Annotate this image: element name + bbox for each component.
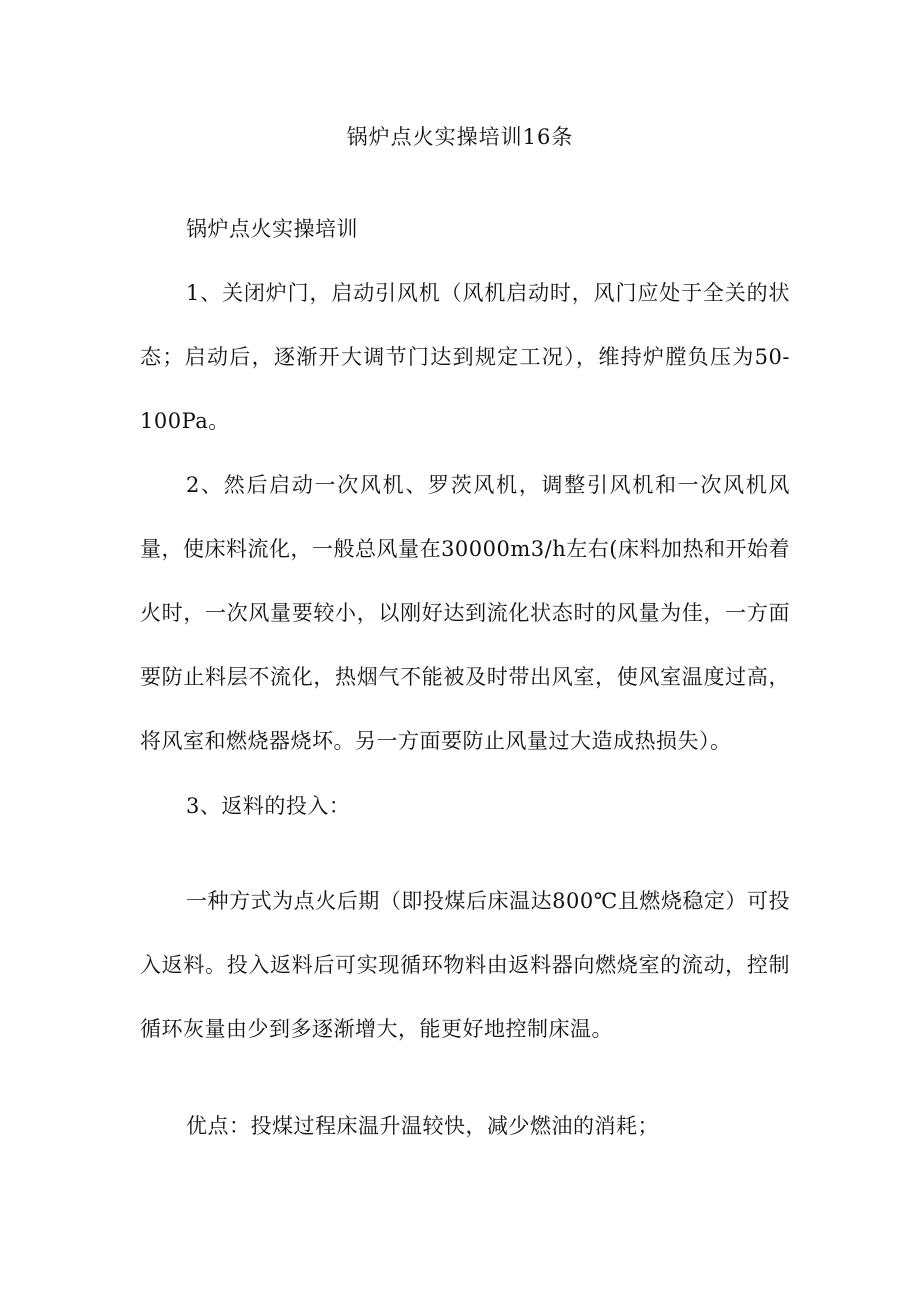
document-title: 锅炉点火实操培训16条 [346,125,574,149]
paragraph-return-material-method: 一种方式为点火后期（即投煤后床温达800℃且燃烧稳定）可投入返料。投入返料后可实现循环物料由返料器向燃烧室的流动，控制循环灰量由少到多逐渐增大，能更好地控制床温。 [140,889,790,1041]
paragraph-subtitle: 锅炉点火实操培训 [186,217,358,241]
paragraph-step-2: 2、然后启动一次风机、罗茨风机，调整引风机和一次风机风量，使床料流化，一般总风量在30000m3/h左右(床料加热和开始着火时，一次风量要较小，以刚好达到流化状态时的风量为佳，一方面要防止料层不流化，热烟气不能被及时带出风室，使风室温度过高，将风室和燃烧器烧坏。另一方面要防止风量过大造成热损失）。 [140,473,790,753]
paragraph-step-3: 3、返料的投入： [186,794,351,818]
paragraph-advantages: 优点：投煤过程床温升温较快，减少燃油的消耗； [186,1114,659,1138]
paragraph-step-1: 1、关闭炉门，启动引风机（风机启动时，风门应处于全关的状态；启动后，逐渐开大调节门达到规定工况），维持炉膛负压为50-100Pa。 [140,281,790,433]
